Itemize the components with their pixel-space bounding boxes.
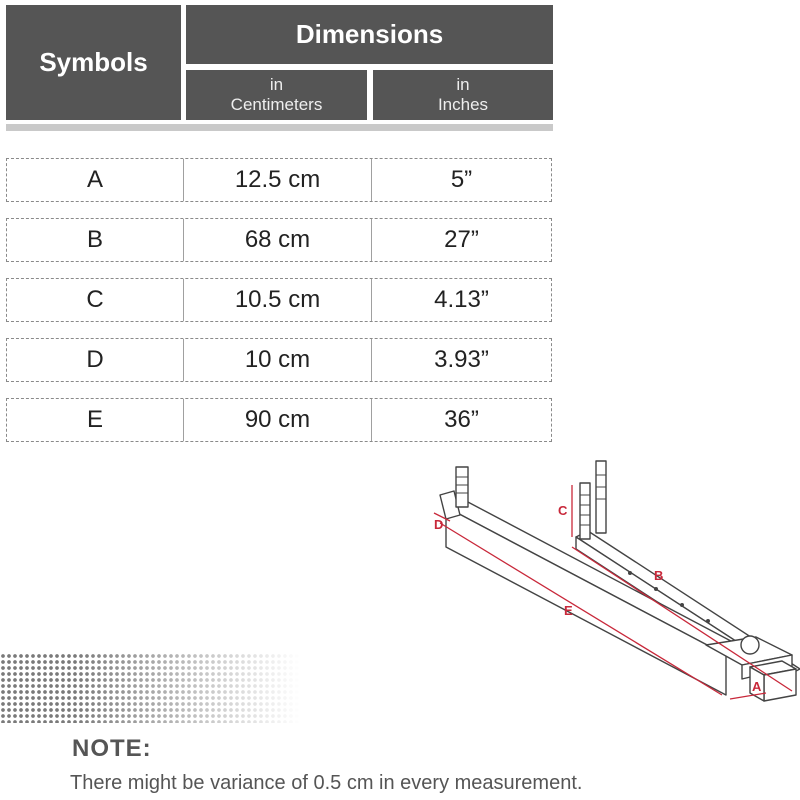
post-middle (580, 483, 590, 539)
header-symbols-label: Symbols (39, 47, 148, 77)
header-symbols (6, 5, 181, 120)
header-inches (373, 70, 553, 120)
row-symbol: A (7, 159, 184, 201)
row-inches: 5” (450, 166, 473, 193)
diagram-label-b: B (654, 568, 664, 583)
diagram-label-c: C (558, 503, 568, 518)
table-row (6, 338, 552, 382)
row-centimeters: 10.5 cm (184, 279, 372, 321)
post-right (596, 461, 606, 533)
header-cm-line2: Centimeters (230, 95, 323, 114)
row-inches: 27” (444, 226, 479, 253)
header-centimeters-text (231, 75, 323, 115)
post-left (456, 467, 468, 507)
row-centimeters: 10 cm (184, 339, 372, 381)
header-divider-bar (6, 124, 553, 131)
note-text: There might be variance of 0.5 cm in every measurement. (70, 772, 583, 794)
note-title: NOTE: (72, 735, 152, 762)
row-centimeters: 90 cm (184, 399, 372, 441)
diagram-label-a: A (752, 679, 762, 694)
header-in-line1: in (456, 75, 470, 94)
header-centimeters (186, 70, 367, 120)
row-inches: 3.93” (434, 346, 489, 373)
header-inches-text (438, 75, 488, 115)
row-inches: 36” (444, 406, 479, 433)
header-in-line2: Inches (437, 95, 489, 114)
diagram-label-d: D (434, 517, 444, 532)
pin-knob (741, 636, 759, 654)
hitch-tube-front (764, 669, 796, 701)
header-cm-line1: in (269, 75, 284, 94)
row-centimeters: 68 cm (184, 219, 372, 261)
row-symbol: E (7, 399, 184, 441)
row-centimeters: 12.5 cm (184, 159, 372, 201)
table-row (6, 278, 552, 322)
table-row (6, 398, 552, 442)
row-symbol: C (7, 279, 184, 321)
table-row (6, 158, 552, 202)
diagram-label-e: E (564, 603, 573, 618)
header-dimensions (186, 5, 553, 64)
row-symbol: B (7, 219, 184, 261)
table-row (6, 218, 552, 262)
halftone-decoration (0, 653, 300, 723)
header-dimensions-label: Dimensions (295, 19, 444, 49)
row-inches: 4.13” (434, 286, 489, 313)
row-symbol: D (7, 339, 184, 381)
tow-hitch-rack-diagram (420, 455, 800, 725)
